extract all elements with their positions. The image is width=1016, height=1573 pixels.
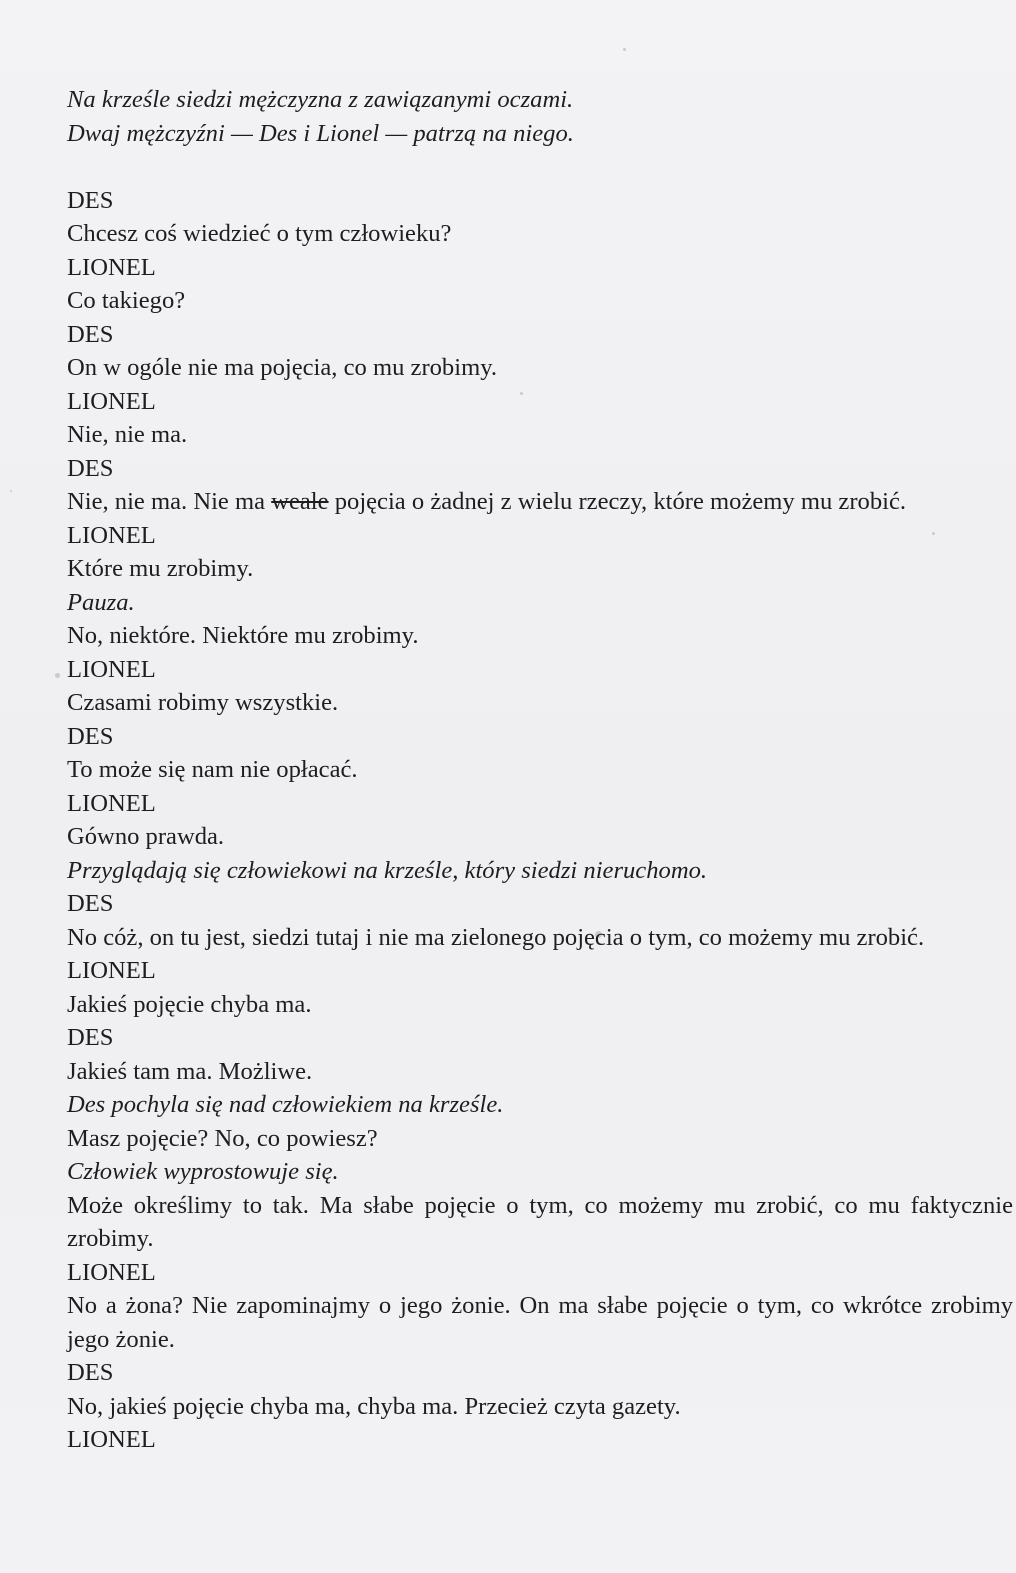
dialogue-line: Czasami robimy wszystkie. (67, 689, 339, 716)
dialogue-line: Jakieś pojęcie chyba ma. (67, 990, 312, 1018)
dialogue-text: Nie, nie ma. Nie ma (67, 488, 266, 515)
speaker-name: LIONEL (67, 655, 156, 683)
dialogue-line: Co takiego? (67, 287, 186, 314)
speaker-name: DES (67, 320, 114, 348)
play-script (67, 83, 1013, 1457)
speaker-name: DES (67, 890, 114, 917)
speaker-name: DES (67, 186, 114, 214)
stage-direction: Pauza. (67, 588, 135, 616)
speaker-name: LIONEL (67, 957, 156, 984)
struck-word: weale (271, 488, 329, 515)
speaker-name: DES (67, 1359, 114, 1386)
dialogue-paragraph (67, 485, 1013, 519)
speaker-name: LIONEL (67, 253, 156, 281)
dialogue-line: On w ogóle nie ma pojęcia, co mu zrobimy. (67, 354, 498, 381)
speaker-name: LIONEL (67, 521, 156, 549)
dialogue-line: Masz pojęcie? No, co powiesz? (67, 1124, 378, 1152)
stage-direction: Przyglądają się człowiekowi na krześle, który siedzi nieruchomo. (67, 856, 708, 884)
dialogue-line: No, jakieś pojęcie chyba ma, chyba ma. Przecież czyta gazety. (67, 1392, 681, 1420)
dialogue-line: Gówno prawda. (67, 823, 225, 850)
stage-direction: Dwaj mężczyźni — Des i Lionel — patrzą na niego. (67, 119, 574, 147)
scan-speck (10, 490, 12, 492)
dialogue-line: Jakieś tam ma. Możliwe. (67, 1057, 313, 1085)
stage-direction: Des pochyla się nad człowiekiem na krześle. (67, 1091, 504, 1118)
stage-direction: Na krześle siedzi mężczyzna z zawiązanymi oczami. (67, 86, 574, 113)
speaker-name: LIONEL (67, 1258, 156, 1286)
dialogue-paragraph: No a żona? Nie zapominajmy o jego żonie. On ma słabe pojęcie o tym, co wkrótce zrobimy jego żonie. (67, 1292, 1013, 1353)
scan-speck (55, 673, 60, 678)
blank-line (67, 150, 1013, 184)
speaker-name: LIONEL (67, 387, 156, 415)
dialogue-line: Nie, nie ma. (67, 421, 188, 448)
speaker-name: DES (67, 722, 114, 750)
dialogue-paragraph: Może określimy to tak. Ma słabe pojęcie o tym, co możemy mu zrobić, co mu faktycznie zrobimy. (67, 1191, 1013, 1252)
dialogue-line: Chcesz coś wiedzieć o tym człowieku? (67, 220, 452, 247)
dialogue-line: Które mu zrobimy. (67, 555, 254, 582)
dialogue-line: To może się nam nie opłacać. (67, 756, 358, 783)
dialogue-paragraph: No cóż, on tu jest, siedzi tutaj i nie ma zielonego pojęcia o tym, co możemy mu zrobić. (67, 923, 925, 951)
dialogue-line: No, niektóre. Niektóre mu zrobimy. (67, 622, 419, 649)
speaker-name: DES (67, 1024, 114, 1051)
dialogue-text: pojęcia o żadnej z wielu rzeczy, które możemy mu zrobić. (334, 488, 907, 515)
speaker-name: LIONEL (67, 1426, 156, 1453)
stage-direction: Człowiek wyprostowuje się. (67, 1158, 339, 1185)
speaker-name: LIONEL (67, 789, 156, 817)
speaker-name: DES (67, 454, 114, 482)
scan-speck (623, 48, 626, 51)
